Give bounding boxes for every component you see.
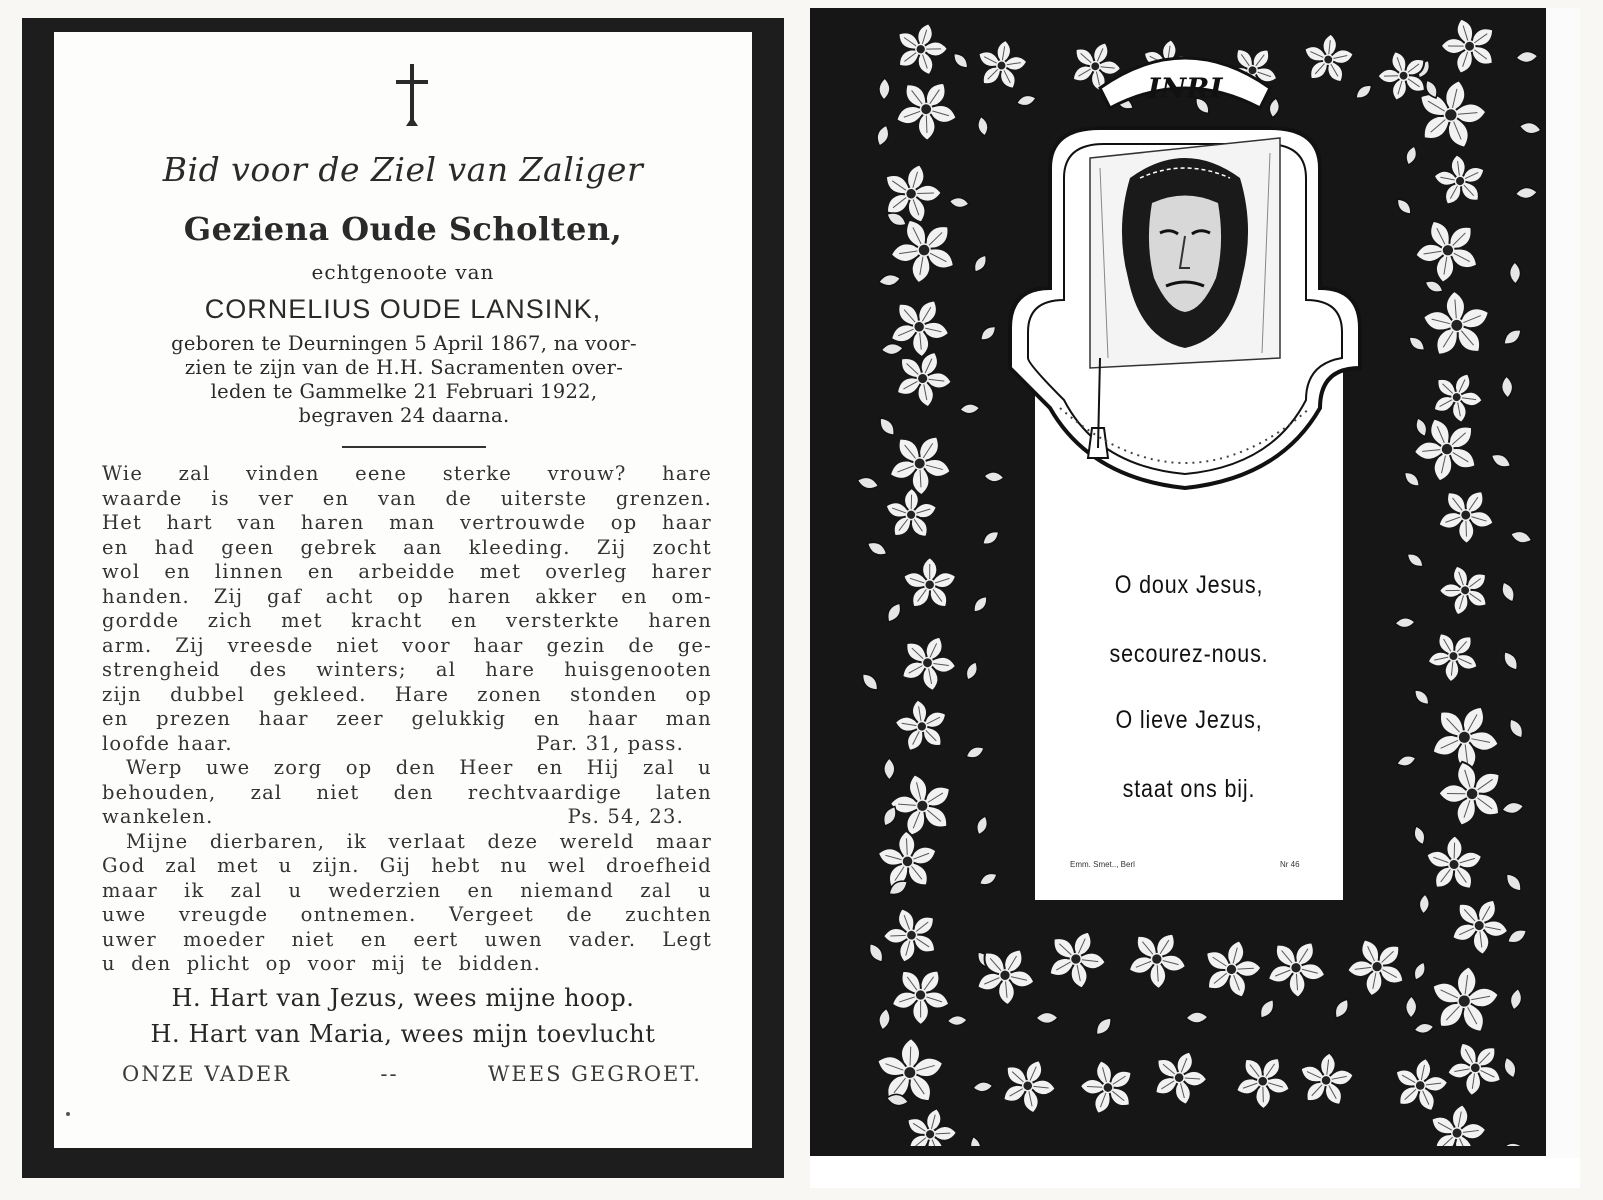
cross-icon	[392, 62, 432, 128]
flower-icon	[1425, 144, 1496, 217]
prayer-sacred-heart-maria: H. Hart van Maria, wees mijn toevlucht	[150, 1020, 656, 1048]
verse-line	[102, 683, 712, 708]
leaf-icon	[1092, 1014, 1115, 1038]
leaf-icon	[1515, 50, 1538, 63]
memorial-card-paper	[54, 32, 752, 1148]
verse-text: u den plicht op voor mij te bidden.	[102, 952, 541, 975]
verse-text: wankelen.	[102, 805, 214, 828]
verse-word: overleg	[545, 560, 628, 583]
leaf-icon	[1411, 960, 1428, 982]
verse-word: is	[211, 486, 230, 510]
leaf-icon	[970, 593, 990, 615]
card-right-edge	[1546, 8, 1580, 1158]
verse-word: uwer	[102, 927, 157, 951]
verse-line	[102, 928, 712, 953]
verse-word: en	[102, 707, 129, 730]
flower-icon	[1416, 618, 1491, 693]
verse-word: God	[102, 854, 146, 877]
verse-line	[102, 536, 712, 561]
biography-block	[124, 332, 684, 428]
verse-line	[102, 560, 712, 585]
verse-word: met	[217, 854, 259, 877]
leaf-icon	[881, 343, 904, 356]
verse-word: Hare	[394, 682, 450, 706]
verse-line	[102, 609, 712, 634]
verse-word: haar	[662, 511, 712, 534]
verse-word: moeder	[183, 927, 266, 951]
printer-imprint: Emm. Smet.., Berl	[1070, 860, 1135, 869]
verse-line	[102, 805, 712, 830]
leaf-icon	[1501, 376, 1513, 399]
verse-word: uiterste	[500, 486, 588, 510]
verse-word: handen.	[102, 584, 190, 608]
leaf-icon	[963, 660, 980, 682]
verse-word: kracht	[351, 609, 423, 632]
leaf-icon	[1498, 580, 1517, 605]
verse-word: en	[360, 927, 388, 951]
verse-word: vreesde	[227, 633, 314, 657]
verse-word: met	[479, 560, 522, 583]
leaf-icon	[878, 273, 902, 287]
prayer-sacred-heart-jesus: H. Hart van Jezus, wees mijne hoop.	[171, 984, 635, 1012]
verse-word: zijn.	[312, 854, 360, 877]
verse-word: u	[698, 878, 712, 902]
verse-word: zal	[643, 756, 675, 779]
print-number: Nr 46	[1280, 860, 1300, 869]
verse-word: zal	[230, 878, 263, 902]
verse-word: des	[249, 658, 288, 681]
leaf-icon	[1418, 894, 1430, 915]
leaf-icon	[1256, 997, 1277, 1021]
leaf-icon	[1395, 753, 1417, 768]
verse-word: op	[345, 756, 373, 779]
verse-word: de	[445, 486, 472, 510]
flower-icon	[1115, 917, 1199, 1000]
verse-line	[102, 781, 712, 806]
verse-word: haren	[447, 584, 512, 608]
leaf-icon	[1401, 469, 1422, 490]
verse-word: strengheid	[102, 658, 221, 681]
verse-word: en	[536, 756, 564, 779]
verse-word: eene	[355, 462, 408, 485]
flower-icon	[868, 821, 947, 902]
flower-icon	[1425, 474, 1506, 554]
verse-word: voor	[402, 633, 451, 657]
verse-word: ik	[346, 829, 368, 853]
verse-word: wel	[547, 854, 587, 877]
leaf-icon	[1505, 926, 1530, 947]
verse-word: vader.	[568, 927, 637, 951]
verse-word: hare	[485, 658, 536, 681]
verse-word: aan	[403, 535, 443, 559]
verse-word: vertrouwde	[460, 511, 587, 534]
french-prayer-line-2: secourez-nous.	[1109, 640, 1269, 668]
leaf-icon	[1395, 617, 1416, 628]
verse-word: den	[393, 780, 434, 804]
verse-word: arm.	[102, 633, 153, 657]
verse-line	[102, 462, 712, 487]
verse-word: ge-	[677, 633, 712, 657]
verse-word: sterke	[442, 462, 512, 485]
verse-word: en	[102, 535, 129, 559]
verse-word: van	[378, 486, 417, 510]
flower-icon	[1194, 932, 1269, 1005]
verse-line	[102, 707, 712, 732]
flower-icon	[1424, 962, 1505, 1040]
leaf-icon	[1500, 326, 1524, 348]
memorial-card-text-side	[22, 18, 784, 1178]
verse-word: Mijne	[126, 829, 189, 853]
leaf-icon	[1508, 987, 1523, 1011]
spouse-label: echtgenoote van	[311, 260, 495, 284]
verse-word: op	[397, 584, 424, 608]
leaf-icon	[1403, 144, 1419, 166]
flower-icon	[1439, 885, 1521, 965]
verse-word: gezin	[546, 633, 606, 657]
flower-icon	[889, 624, 967, 700]
leaf-icon	[1509, 529, 1533, 546]
leaf-icon	[1413, 1022, 1434, 1035]
verse-word: zijn	[102, 682, 142, 706]
flower-icon	[1386, 1052, 1454, 1118]
leaf-icon	[856, 475, 880, 491]
leaf-icon	[1186, 1011, 1208, 1023]
verse-word: zonen	[477, 682, 542, 706]
verse-word: niet	[336, 633, 380, 657]
verse-word: laten	[656, 780, 712, 804]
verse-word: van	[237, 511, 277, 534]
verse-word: kleeding.	[468, 535, 571, 559]
verse-word: niet	[316, 780, 360, 804]
leaf-icon	[1499, 1141, 1523, 1146]
verse-word: winters;	[316, 658, 407, 681]
divider	[342, 446, 486, 448]
verse-word: Werp	[126, 756, 183, 779]
leaf-icon	[974, 814, 990, 836]
leaf-icon	[877, 1007, 892, 1031]
verse-word: zocht	[652, 535, 712, 559]
closing-onze-vader: ONZE VADER	[122, 1062, 292, 1086]
leaf-icon	[1413, 416, 1430, 438]
verse-word: grenzen.	[615, 486, 712, 510]
verse-word: geen	[221, 535, 275, 559]
verse-line	[102, 658, 712, 683]
verse-word: en	[307, 560, 335, 583]
verse-word: Hij	[586, 756, 620, 779]
bio-line: geboren te Deurningen 5 April 1867, na voor-	[171, 332, 637, 355]
verse-word: uwe	[205, 756, 251, 779]
verse-word: zal	[640, 878, 672, 902]
verse-word: Zij	[213, 584, 244, 608]
verse-word: eert	[413, 927, 459, 951]
closing-wees-gegroet: WEES GEGROET.	[487, 1062, 702, 1086]
verse-word: vrouw?	[547, 462, 627, 485]
french-prayer-line-1: O doux Jesus,	[1114, 571, 1264, 599]
verse-word: vreugde	[178, 903, 269, 926]
verse-word: vinden	[245, 462, 320, 485]
verse-word: man	[665, 707, 712, 730]
verse-line	[102, 487, 712, 512]
verse-word: harer	[651, 560, 712, 583]
leaf-icon	[865, 539, 890, 559]
verse-line	[102, 879, 712, 904]
verse-line	[102, 732, 712, 757]
verse-word: om-	[671, 584, 712, 608]
verse-word: en	[467, 878, 495, 902]
leaf-icon	[1404, 550, 1426, 570]
verse-word: maar	[656, 829, 712, 853]
verse-word: droefheid	[606, 854, 712, 877]
verse-word: akker	[535, 584, 598, 608]
leaf-icon	[972, 1081, 993, 1093]
verse-word: ontnemen.	[300, 903, 417, 926]
verse-word: Heer	[459, 756, 514, 779]
verse-word: gelukkig	[411, 707, 507, 730]
verse-word: u	[288, 878, 303, 902]
verse-word: Legt	[662, 927, 712, 951]
verse-word: Het	[102, 511, 142, 534]
verse-word: wederzien	[328, 878, 442, 902]
leaf-icon	[977, 870, 999, 889]
flower-icon	[897, 1101, 964, 1146]
flower-icon	[1423, 835, 1485, 894]
verse-word: Zij	[596, 535, 627, 559]
verse-word: en	[621, 584, 648, 608]
verse-word: ik	[184, 878, 205, 902]
dutch-prayer-line-2: staat ons bij.	[1122, 775, 1256, 803]
verse-line	[102, 756, 712, 781]
flower-icon	[1401, 203, 1495, 297]
verse-word: maar	[102, 878, 158, 902]
closing-dash: --	[380, 1062, 399, 1086]
leaf-icon	[968, 1135, 982, 1146]
leaf-icon	[1509, 262, 1521, 284]
flower-icon	[1429, 8, 1510, 87]
flower-icon	[882, 65, 971, 153]
flower-icon	[886, 15, 956, 83]
flower-icon	[963, 934, 1047, 1017]
verse-word: haren	[300, 511, 365, 534]
verse-word: linnen	[214, 560, 284, 583]
leaf-icon	[1411, 687, 1432, 708]
verse-word: haar	[473, 633, 524, 657]
verse-word: gebrek	[300, 535, 377, 559]
verse-word: zal	[178, 462, 211, 485]
verse-word: al	[435, 658, 457, 681]
verse-word: arbeidde	[358, 560, 456, 583]
flower-icon	[883, 487, 940, 541]
flower-icon	[990, 1048, 1065, 1122]
bio-line: leden te Gammelke 21 Februari 1922,	[210, 380, 598, 403]
leaf-icon	[876, 415, 898, 439]
verse-word: en	[164, 560, 191, 583]
leaf-icon	[884, 600, 905, 625]
verse-word: deze	[487, 829, 539, 853]
opening-line: Bid voor de Ziel van Zaliger	[162, 150, 644, 189]
flower-icon	[872, 895, 952, 976]
flower-icon	[1335, 923, 1421, 1009]
verse-line	[102, 634, 712, 659]
verse-line	[102, 511, 712, 536]
verse-word: de	[566, 903, 593, 926]
scripture-citation: Par. 31, pass.	[536, 731, 684, 755]
leaf-icon	[1036, 1012, 1058, 1023]
paper-speck	[66, 1112, 70, 1116]
flower-icon	[1294, 1049, 1358, 1111]
closing-prayers	[122, 1062, 702, 1086]
verse-word: verlaat	[388, 829, 467, 853]
verse-word: had	[154, 535, 196, 559]
verse-word: haar	[258, 707, 309, 730]
dutch-prayer-line-1: O lieve Jezus,	[1115, 706, 1263, 734]
memorial-card-image-side	[810, 8, 1580, 1188]
verse-word: huisgenooten	[564, 658, 712, 681]
verse-word: hebt	[431, 854, 481, 877]
leaf-icon	[1406, 996, 1417, 1018]
verse-word: haar	[588, 707, 638, 730]
flower-icon	[873, 1037, 947, 1107]
leaf-icon	[1506, 716, 1527, 741]
leaf-icon	[1515, 187, 1538, 200]
verse-word: Zij	[175, 633, 205, 657]
bio-line: zien te zijn van de H.H. Sacramenten over-	[184, 356, 624, 379]
verse-line	[102, 903, 712, 928]
verse-word: wereld	[559, 829, 635, 853]
verse-word: hart	[166, 511, 213, 534]
leaf-icon	[1394, 196, 1415, 218]
verse-word: man	[389, 511, 436, 534]
leaf-icon	[1502, 870, 1525, 894]
scripture-verse-block	[102, 462, 712, 977]
verse-word: niet	[291, 927, 335, 951]
verse-line	[102, 585, 712, 610]
verse-word: dubbel	[170, 682, 246, 706]
verse-word: den	[395, 756, 436, 779]
verse-word: haren	[648, 609, 712, 632]
verse-word: u	[698, 756, 712, 779]
verse-word: en	[450, 609, 478, 632]
verse-word: zich	[207, 609, 253, 632]
flower-icon	[1142, 1041, 1216, 1114]
verse-word: u	[278, 854, 293, 877]
verse-word: zal	[165, 854, 198, 877]
flower-icon	[1412, 279, 1502, 371]
verse-word: zorg	[273, 756, 323, 779]
verse-line	[102, 830, 712, 855]
verse-word: uwe	[102, 903, 147, 926]
inri-text: INRI	[1147, 72, 1223, 105]
leaf-icon	[980, 528, 1002, 548]
verse-word: versterkte	[506, 609, 620, 632]
leaf-icon	[1406, 333, 1428, 353]
flower-icon	[1223, 1042, 1302, 1120]
verse-word: de	[628, 633, 655, 657]
leaf-icon	[884, 758, 895, 780]
verse-word: en	[322, 486, 350, 510]
flower-icon	[1035, 919, 1116, 999]
verse-word: gaf	[267, 584, 302, 608]
verse-word: ver	[258, 486, 295, 510]
leaf-icon	[865, 941, 886, 965]
verse-word: op	[685, 682, 712, 706]
verse-word: behouden,	[102, 780, 217, 804]
verse-word: wol	[102, 560, 141, 583]
scripture-citation: Ps. 54, 23.	[567, 805, 684, 828]
verse-word: zal	[250, 780, 283, 804]
leaf-icon	[874, 123, 891, 147]
leaf-icon	[1501, 801, 1525, 816]
holy-face-medallion	[980, 28, 1390, 528]
bio-line: begraven 24 daarna.	[298, 404, 510, 427]
verse-word: gekleed.	[273, 682, 367, 706]
leaf-icon	[949, 196, 970, 209]
verse-word: niemand	[520, 878, 615, 902]
verse-word: gordde	[102, 609, 180, 632]
flower-icon	[901, 557, 958, 612]
verse-word: en	[533, 707, 561, 730]
flower-icon	[1069, 1048, 1147, 1127]
flower-icon	[886, 689, 959, 764]
verse-word: hare	[662, 462, 712, 485]
verse-word: Vergeet	[448, 903, 534, 926]
verse-word: rechtvaardige	[467, 780, 622, 804]
verse-word: dierbaren,	[209, 829, 326, 853]
verse-word: Wie	[102, 462, 144, 485]
leaf-icon	[1518, 121, 1542, 136]
deceased-name: Geziena Oude Scholten,	[183, 210, 623, 248]
leaf-icon	[959, 403, 980, 415]
verse-word: acht	[325, 584, 374, 608]
verse-word: stonden	[570, 682, 658, 706]
leaf-icon	[1489, 451, 1514, 471]
flower-icon	[1429, 553, 1503, 627]
verse-word: op	[610, 511, 638, 534]
verse-word: waarde	[102, 486, 183, 510]
verse-word: prezen	[156, 707, 232, 730]
leaf-icon	[1501, 1055, 1519, 1079]
verse-word: nu	[500, 854, 528, 877]
flower-icon	[1254, 926, 1338, 1009]
leaf-icon	[1500, 649, 1521, 673]
verse-word: uwen	[484, 927, 543, 951]
leaf-icon	[859, 670, 882, 694]
verse-text: loofde haar.	[102, 731, 233, 755]
verse-word: Gij	[379, 854, 412, 877]
verse-word: zeer	[336, 707, 384, 730]
flower-icon	[877, 284, 962, 368]
verse-line	[102, 854, 712, 879]
leaf-icon	[947, 1015, 968, 1026]
verse-word: met	[281, 609, 323, 632]
leaf-icon	[964, 744, 986, 762]
leaf-icon	[950, 50, 971, 71]
inri-titulus-icon	[1100, 58, 1270, 108]
verse-line	[102, 952, 712, 977]
leaf-icon	[1331, 996, 1352, 1020]
leaf-icon	[1411, 824, 1427, 846]
leaf-icon	[878, 78, 890, 100]
verse-word: zuchten	[625, 903, 712, 926]
spouse-name: CORNELIUS OUDE LANSINK,	[204, 294, 602, 324]
